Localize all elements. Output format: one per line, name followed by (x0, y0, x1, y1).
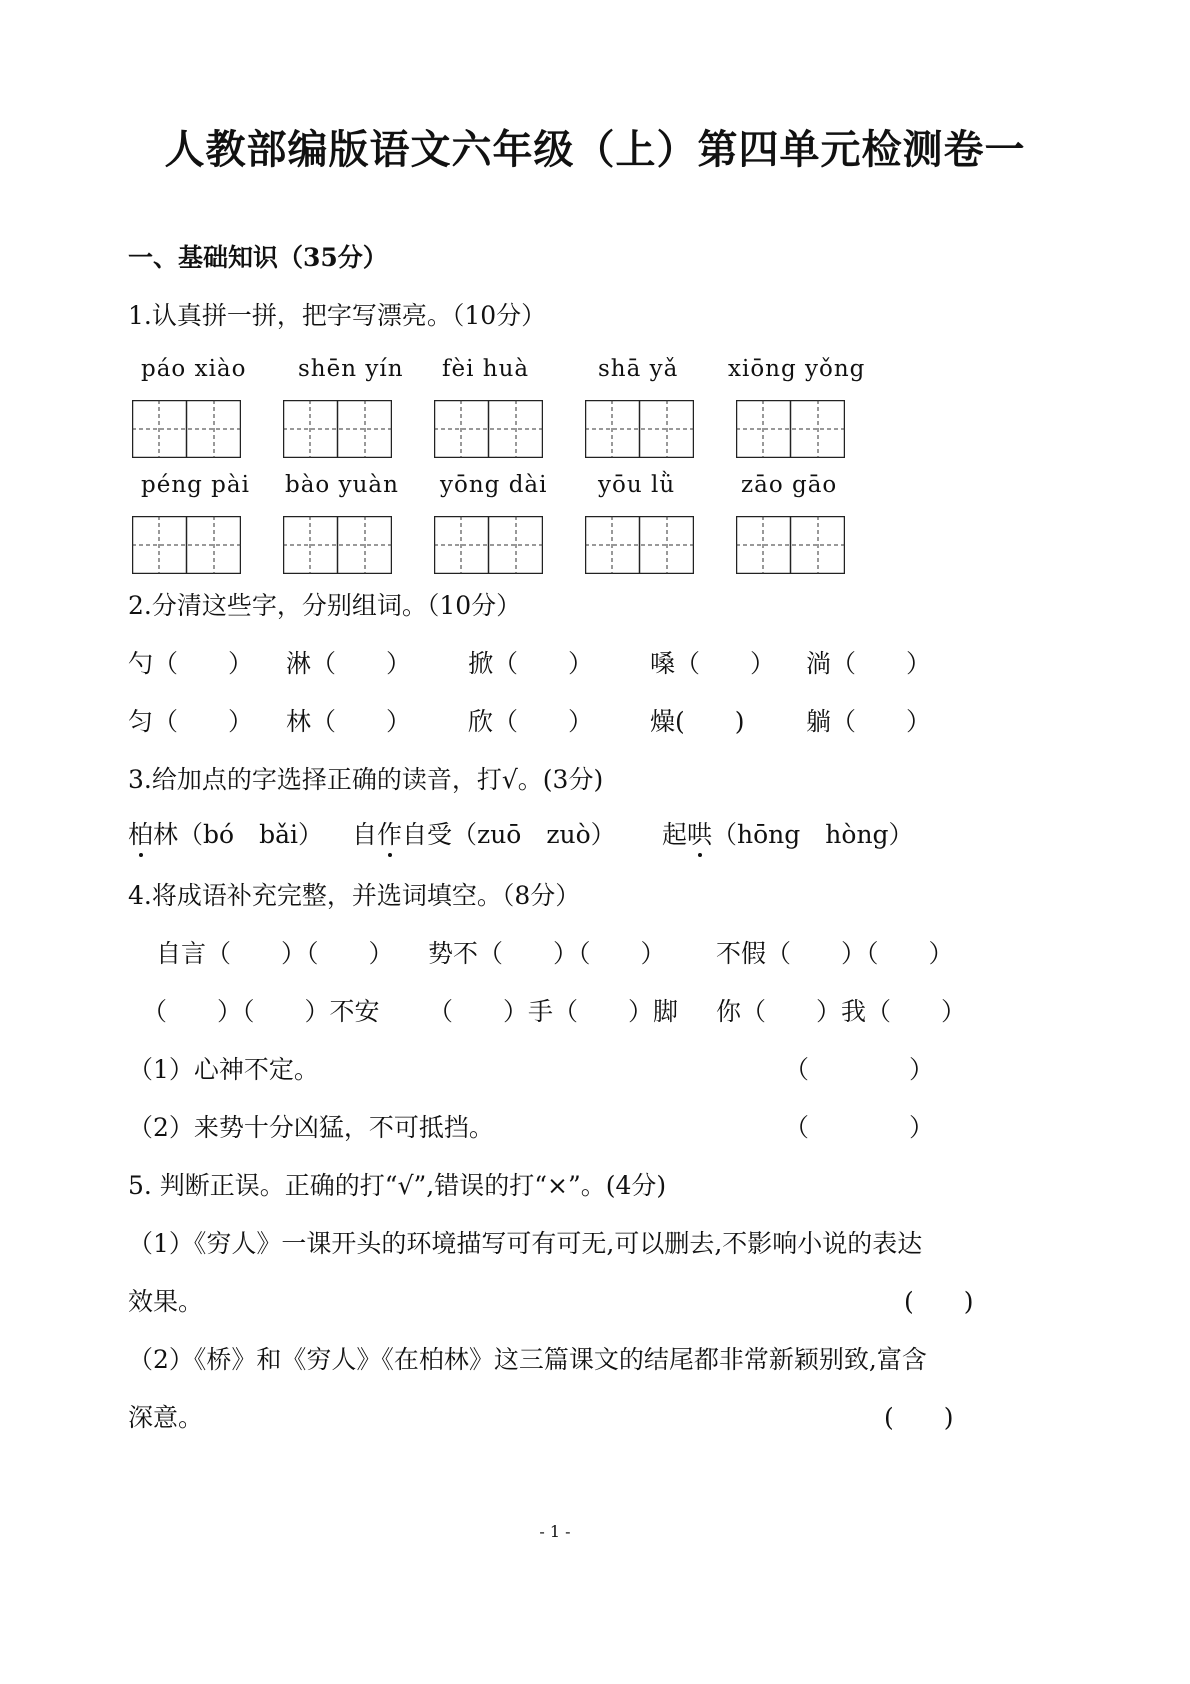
word-pair-item: 欣（ ） (468, 707, 594, 736)
answer-blank[interactable]: ( ) (904, 1287, 974, 1316)
true-false-item: （2）《桥》和《穷人》《在柏林》这三篇课文的结尾都非常新颖别致,富含 (128, 1345, 927, 1374)
true-false-item-continued: 深意。 (128, 1403, 204, 1432)
word-pair-item: 淌（ ） (806, 649, 932, 678)
answer-blank[interactable]: （ ） (784, 1055, 935, 1084)
idiom-item: 自言（ ）（ ） (156, 939, 394, 968)
word-pair-item: 躺（ ） (806, 707, 932, 736)
pinyin-label: péng pài (141, 472, 250, 498)
pinyin-label: yōu lǜ (598, 472, 676, 498)
word-pair-item: 掀（ ） (468, 649, 594, 678)
pronunciation-choice: 起哄（hōng hòng） (662, 815, 914, 851)
word-pair-item: 林（ ） (286, 707, 412, 736)
true-false-item: （1）《穷人》一课开头的环境描写可有可无,可以删去,不影响小说的表达 (128, 1229, 923, 1258)
writing-grid[interactable] (283, 516, 400, 578)
pinyin-label: yōng dài (440, 472, 548, 498)
writing-grid[interactable] (585, 400, 702, 462)
fill-in-item: （1）心神不定。 (128, 1055, 319, 1084)
writing-grid[interactable] (132, 400, 249, 462)
pronunciation-choice: 柏林（bó bǎi） (128, 815, 323, 851)
answer-blank[interactable]: ( ) (884, 1403, 954, 1432)
writing-grid[interactable] (132, 516, 249, 578)
question-2-prompt: 2.分清这些字，分别组词。（10分） (128, 591, 522, 620)
pinyin-label: shā yǎ (598, 356, 679, 382)
word-pair-item: 嗓（ ） (650, 649, 776, 678)
fill-in-item: （2）来势十分凶猛，不可抵挡。 (128, 1113, 494, 1142)
word-pair-item: 燥( ) (650, 707, 745, 736)
pinyin-label: fèi huà (442, 356, 530, 382)
writing-grid[interactable] (434, 400, 551, 462)
true-false-item-continued: 效果。 (128, 1287, 204, 1316)
pinyin-label: zāo gāo (741, 472, 838, 498)
dotted-character: 作 (377, 815, 402, 851)
word-pair-item: 淋（ ） (286, 649, 412, 678)
word-pair-item: 勺（ ） (128, 649, 254, 678)
pinyin-label: shēn yín (298, 356, 404, 382)
question-4-prompt: 4.将成语补充完整，并选词填空。（8分） (128, 881, 581, 910)
pinyin-label: xiōng yǒng (728, 356, 866, 382)
dotted-character: 柏 (128, 815, 153, 851)
writing-grid[interactable] (283, 400, 400, 462)
writing-grid[interactable] (736, 516, 853, 578)
idiom-item: 势不（ ）（ ） (428, 939, 666, 968)
pronunciation-choice: 自作自受（zuō zuò） (352, 815, 616, 851)
question-3-prompt: 3.给加点的字选择正确的读音，打√。(3分) (128, 765, 604, 794)
writing-grid[interactable] (434, 516, 551, 578)
writing-grid[interactable] (736, 400, 853, 462)
section-heading-basics: 一、基础知识（35分） (128, 243, 388, 272)
pinyin-label: bào yuàn (285, 472, 399, 498)
idiom-item: （ ）（ ）不安 (142, 997, 380, 1026)
page-number: - 1 - (539, 1522, 571, 1541)
answer-blank[interactable]: （ ） (784, 1113, 935, 1142)
word-pair-item: 匀（ ） (128, 707, 254, 736)
idiom-item: 不假（ ）（ ） (716, 939, 954, 968)
idiom-item: （ ）手（ ）脚 (428, 997, 679, 1026)
page-title: 人教部编版语文六年级（上）第四单元检测卷一 (164, 126, 1026, 173)
pinyin-label: páo xiào (141, 356, 247, 382)
idiom-item: 你（ ）我（ ） (716, 997, 967, 1026)
writing-grid[interactable] (585, 516, 702, 578)
dotted-character: 哄 (687, 815, 712, 851)
question-5-prompt: 5. 判断正误。正确的打“√”,错误的打“×”。(4分) (128, 1171, 667, 1200)
question-1-prompt: 1.认真拼一拼，把字写漂亮。（10分） (128, 301, 547, 330)
